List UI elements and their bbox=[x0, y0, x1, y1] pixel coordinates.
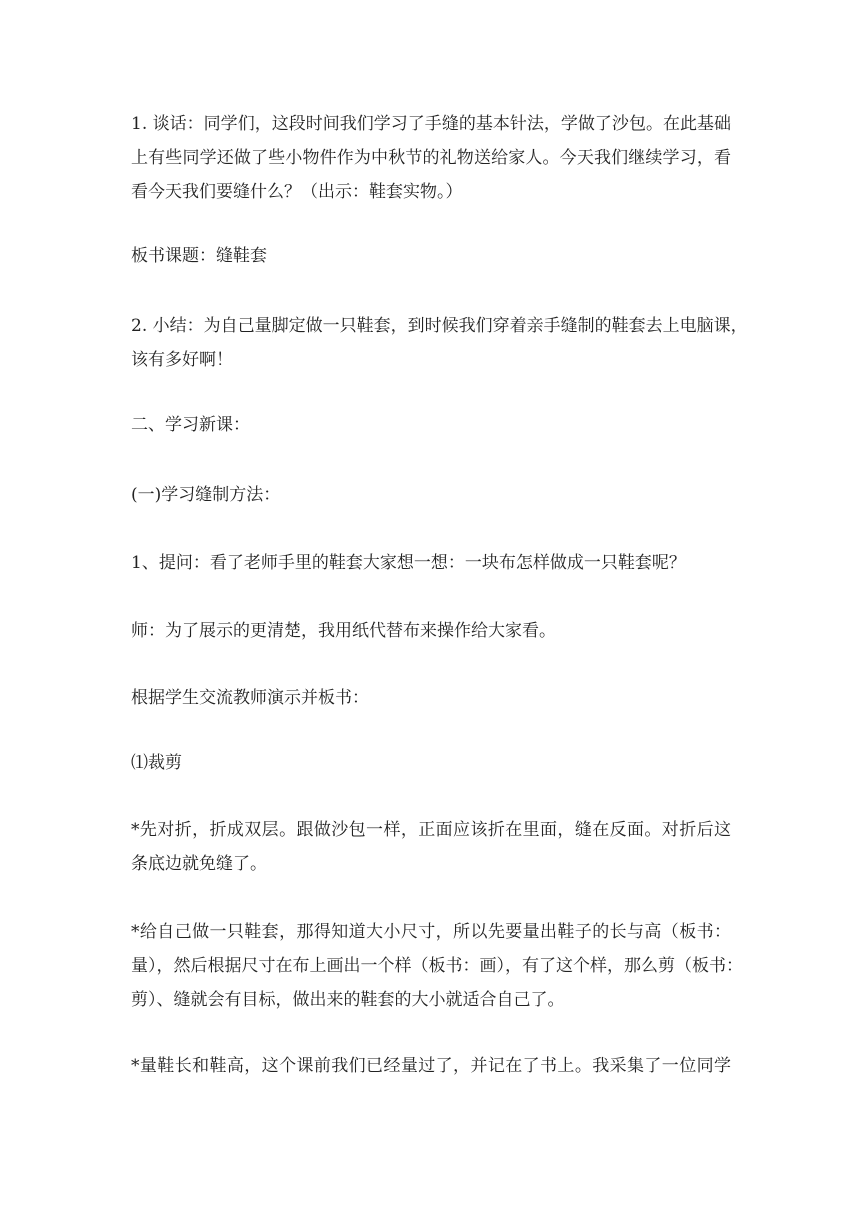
text-line: 二、学习新课： bbox=[131, 415, 250, 435]
text-line: *给自己做一只鞋套，那得知道大小尺寸，所以先要量出鞋子的长与高（板书： bbox=[131, 922, 731, 942]
text-line: 量），然后根据尺寸在布上画出一个样（板书：画），有了这个样，那么剪（板书： bbox=[131, 956, 743, 976]
text-line: 该有多好啊！ bbox=[131, 350, 233, 370]
subsection-heading-sewing-method bbox=[131, 478, 731, 512]
paragraph-teacher bbox=[131, 614, 731, 648]
text-line: 1、提问：看了老师手里的鞋套大家想一想：一块布怎样做成一只鞋套呢？ bbox=[131, 553, 686, 573]
paragraph-intro-talk bbox=[131, 107, 731, 209]
section-heading-new-lesson bbox=[131, 408, 731, 442]
text-line: (一)学习缝制方法： bbox=[131, 485, 281, 505]
paragraph-question bbox=[131, 546, 731, 580]
text-line: ⑴裁剪 bbox=[131, 753, 182, 773]
text-line: 根据学生交流教师演示并板书： bbox=[131, 688, 369, 708]
paragraph-demo bbox=[131, 681, 731, 715]
text-line: 1. 谈话：同学们，这段时间我们学习了手缝的基本针法，学做了沙包。在此基础 bbox=[131, 114, 731, 134]
text-line: 板书课题：缝鞋套 bbox=[131, 246, 267, 266]
step-heading-cutting bbox=[131, 746, 731, 780]
text-line: *量鞋长和鞋高，这个课前我们已经量过了，并记在了书上。我采集了一位同学 bbox=[131, 1056, 731, 1076]
paragraph-measure bbox=[131, 915, 743, 1017]
text-line: 上有些同学还做了些小物件作为中秋节的礼物送给家人。今天我们继续学习，看 bbox=[131, 148, 731, 168]
paragraph-fold bbox=[131, 813, 731, 881]
text-line: 2. 小结：为自己量脚定做一只鞋套，到时候我们穿着亲手缝制的鞋套去上电脑课， bbox=[131, 316, 748, 336]
paragraph-summary bbox=[131, 309, 748, 377]
paragraph-shoe-size bbox=[131, 1049, 731, 1083]
text-line: *先对折，折成双层。跟做沙包一样，正面应该折在里面，缝在反面。对折后这 bbox=[131, 820, 731, 840]
paragraph-board-title bbox=[131, 239, 731, 273]
text-line: 看今天我们要缝什么？（出示：鞋套实物。） bbox=[131, 182, 463, 202]
text-line: 剪）、缝就会有目标，做出来的鞋套的大小就适合自己了。 bbox=[131, 990, 565, 1010]
text-line: 条底边就免缝了。 bbox=[131, 854, 267, 874]
text-line: 师：为了展示的更清楚，我用纸代替布来操作给大家看。 bbox=[131, 621, 556, 641]
